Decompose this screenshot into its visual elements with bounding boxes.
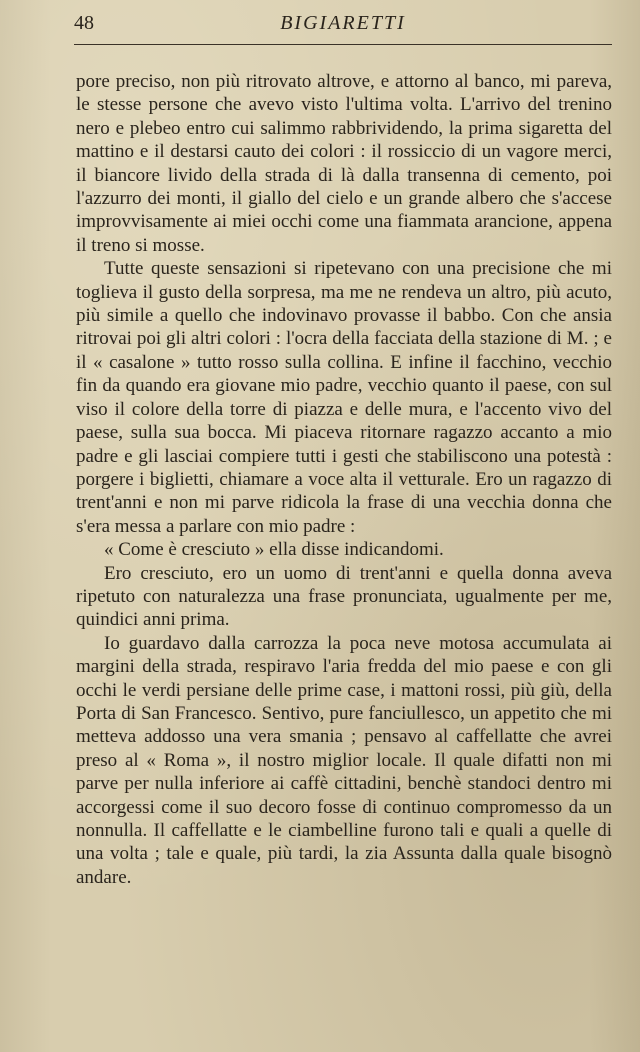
body-text bbox=[76, 70, 612, 889]
paragraph: Tutte queste sensazioni si ripetevano con una precisione che mi toglieva il gusto della sorpresa, ma me ne rendeva un altro, più acuto, più simile a quello che indovinavo provasse il babbo. Con che ansia ritrovai poi gli altri colori : l'ocra della facciata della stazione di M. ; e il « casalone » tutto rosso sulla collina. E infine il facchino, vecchio fin da quando era giovane mio padre, vecchio quanto il paese, con sul viso il colore della torre di piazza e delle mura, e l'accento vivo del paese, sulla sua bocca. Mi piaceva ritornare ragazzo accanto a mio padre e gli lasciai compiere tutti i gesti che stabiliscono una potestà : porgere i biglietti, chiamare a voce alta il vetturale. Ero un ragazzo di trent'anni e non mi parve ridicola la frase di una vecchia donna che s'era messa a parlare con mio padre : bbox=[76, 258, 612, 537]
page-header bbox=[74, 12, 612, 44]
header-rule bbox=[74, 44, 612, 45]
paragraph: Ero cresciuto, ero un uomo di trent'anni e quella donna aveva ripetuto con naturalezza una frase pronunciata, ugualmente per me, quindici anni prima. bbox=[76, 562, 612, 631]
running-head: BIGIARETTI bbox=[280, 12, 406, 34]
paragraph: pore preciso, non più ritrovato altrove, e attorno al banco, mi pareva, le stesse persone che avevo visto l'ultima volta. L'arrivo del trenino nero e plebeo entro cui salimmo rabbrividendo, la prima sigaretta del mattino e il destarsi cauto dei colori : il rossiccio di un vagore merci, il biancore livido della strada di là dalla transenna di cemento, poi l'azzurro dei monti, il giallo del cielo e un grande albero che s'accese improvvisamente ai miei occhi come una fiammata arancione, appena il treno si mosse. bbox=[76, 71, 612, 256]
page-number: 48 bbox=[74, 12, 94, 34]
paragraph: Io guardavo dalla carrozza la poca neve motosa accumulata ai margini della strada, respiravo l'aria fredda del mio paese e con gli occhi le verdi persiane delle prime case, i mattoni rossi, più giù, della Porta di San Francesco. Sentivo, pure fanciullesco, un appetito che mi metteva addosso una vera smania ; pensavo al caffellatte che avrei preso al « Roma », il nostro miglior locale. Il quale difatti non mi parve per nulla inferiore ai caffè cittadini, benchè standoci dentro mi accorgessi come il suo decoro fosse di continuo compromesso da un nonnulla. Il caffellatte e le ciambelline furono tali e quali a quelle di una volta ; tale e quale, più tardi, la zia Assunta dalla quale bisognò andare. bbox=[76, 632, 612, 888]
paragraph: « Come è cresciuto » ella disse indicandomi. bbox=[104, 539, 444, 561]
